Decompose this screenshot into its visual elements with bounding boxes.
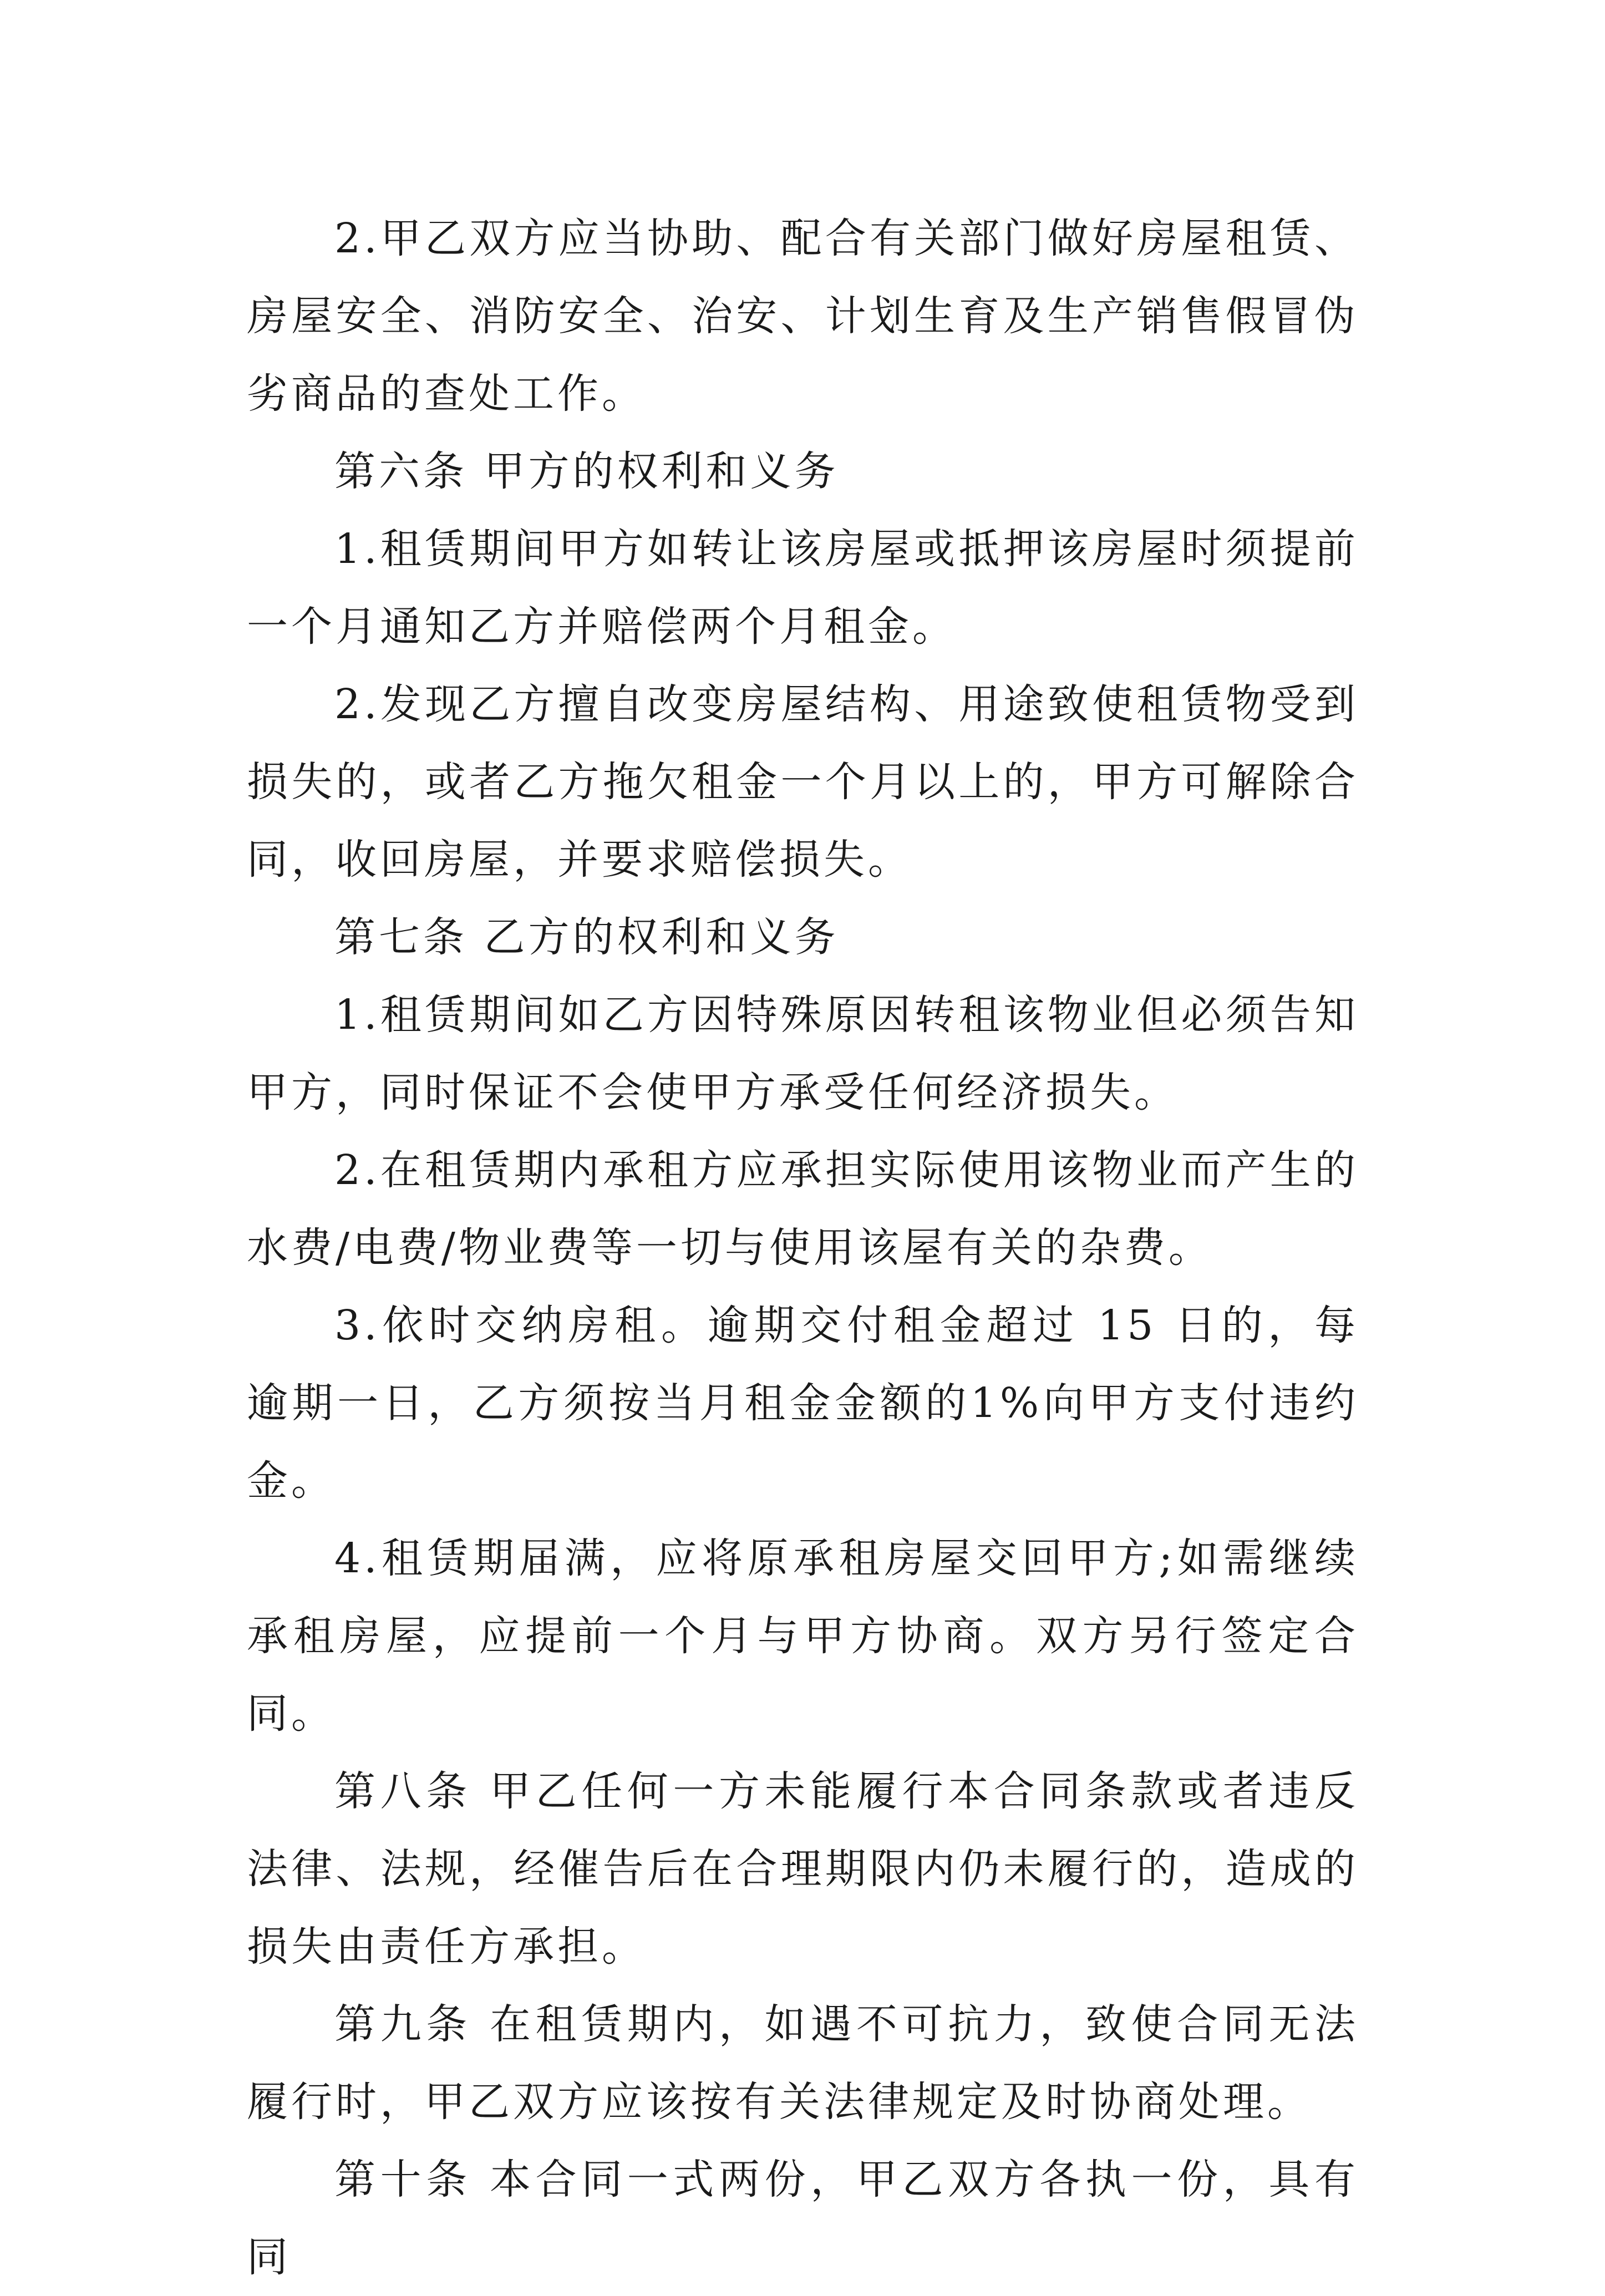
article-6-heading: 第六条 甲方的权利和义务 [334,448,839,495]
clause-7-3: 3.依时交纳房租。逾期交付租金超过 15 日的，每逾期一日，乙方须按当月租金金额的1%向甲方支付违约金。 [247,1302,1359,1505]
article-8: 第八条 甲乙任何一方未能履行本合同条款或者违反法律、法规，经催告后在合理期限内仍未履行的，造成的损失由责任方承担。 [247,1767,1359,1970]
clause-7-1: 1.租赁期间如乙方因特殊原因转租该物业但必须告知甲方，同时保证不会使甲方承受任何经济损失。 [247,991,1359,1116]
clause-5-2: 2.甲乙双方应当协助、配合有关部门做好房屋租赁、房屋安全、消防安全、治安、计划生育及生产销售假冒伪劣商品的查处工作。 [247,215,1359,418]
article-7-heading: 第七条 乙方的权利和义务 [334,913,839,961]
article-10: 第十条 本合同一式两份，甲乙双方各执一份，具有同 [247,2156,1359,2281]
clause-6-2: 2.发现乙方擅自改变房屋结构、用途致使租赁物受到损失的，或者乙方拖欠租金一个月以上的，甲方可解除合同，收回房屋，并要求赔偿损失。 [247,680,1359,883]
contract-body [247,200,1359,2296]
clause-7-2: 2.在租赁期内承租方应承担实际使用该物业而产生的水费/电费/物业费等一切与使用该屋有关的杂费。 [247,1146,1359,1272]
clause-6-1: 1.租赁期间甲方如转让该房屋或抵押该房屋时须提前一个月通知乙方并赔偿两个月租金。 [247,525,1359,651]
article-9: 第九条 在租赁期内，如遇不可抗力，致使合同无法履行时，甲乙双方应该按有关法律规定及时协商处理。 [247,2000,1359,2126]
clause-7-4: 4.租赁期届满，应将原承租房屋交回甲方;如需继续承租房屋，应提前一个月与甲方协商。双方另行签定合同。 [247,1535,1359,1738]
